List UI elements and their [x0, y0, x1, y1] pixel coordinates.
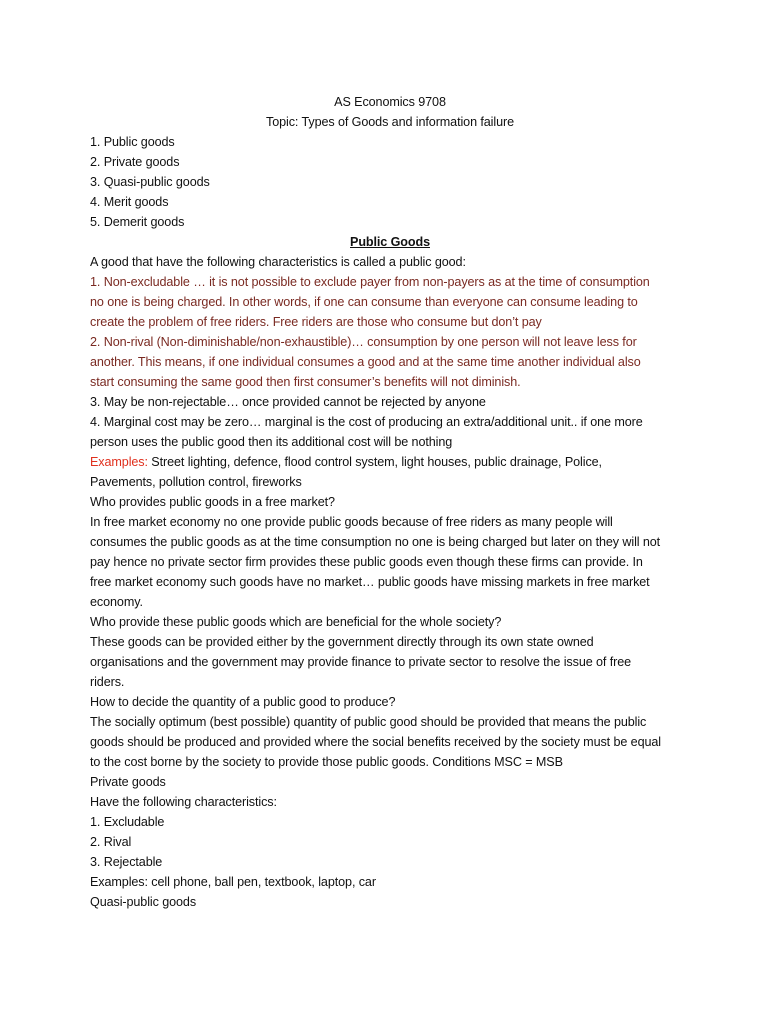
paragraph-line: In free market economy no one provide public goods because of free riders as many people will	[90, 515, 613, 529]
marginal-cost-point	[90, 412, 690, 452]
paragraph-line: Pavements, pollution control, fireworks	[90, 475, 302, 489]
contents-item: 1. Public goods	[90, 135, 175, 149]
paragraph-line: pay hence no private sector firm provides these public goods even though these firms can provide. In	[90, 555, 643, 569]
public-goods-examples	[90, 452, 690, 472]
paragraph-line: start consuming the same good then first consumer’s benefits will not diminish.	[90, 375, 521, 389]
answer-paragraph	[90, 632, 690, 692]
non-excludable-point	[90, 272, 690, 332]
paragraph-line: person uses the public good then its additional cost will be nothing	[90, 435, 453, 449]
paragraph-line: 2. Non-rival (Non-diminishable/non-exhaustible)… consumption by one person will not leave less for	[90, 335, 637, 349]
paragraph-line: The socially optimum (best possible) quantity of public good should be provided that means the public	[90, 715, 647, 729]
document-topic: Topic: Types of Goods and information failure	[266, 115, 514, 129]
paragraph-line: free market economy such goods have no market… public goods have missing markets in free market	[90, 575, 650, 589]
paragraph-line: These goods can be provided either by the government directly through its own state owned	[90, 635, 594, 649]
contents-list	[90, 132, 690, 232]
question-heading: Who provides public goods in a free market?	[90, 495, 335, 509]
public-goods-heading: Public Goods	[350, 235, 430, 249]
question-heading: How to decide the quantity of a public good to produce?	[90, 695, 396, 709]
contents-item: 5. Demerit goods	[90, 215, 185, 229]
contents-item: 3. Quasi-public goods	[90, 175, 210, 189]
list-item: 1. Excludable	[90, 815, 165, 829]
list-item: 3. Rejectable	[90, 855, 163, 869]
private-goods-heading: Private goods	[90, 775, 166, 789]
private-goods-list	[90, 812, 690, 872]
contents-item: 4. Merit goods	[90, 195, 169, 209]
public-goods-intro: A good that have the following characteristics is called a public good:	[90, 255, 466, 269]
paragraph-line: create the problem of free riders. Free riders are those who consume but don’t pay	[90, 315, 542, 329]
paragraph-line: consumes the public goods as at the time consumption no one is being charged but later on they will not	[90, 535, 661, 549]
examples-text: Street lighting, defence, flood control system, light houses, public drainage, Police,	[147, 455, 602, 469]
document-title: AS Economics 9708	[334, 95, 446, 109]
paragraph-line: 1. Non-excludable … it is not possible to exclude payer from non-payers as at the time of consumption	[90, 275, 650, 289]
contents-item: 2. Private goods	[90, 155, 180, 169]
paragraph-line: to the cost borne by the society to provide those public goods. Conditions MSC = MSB	[90, 755, 563, 769]
paragraph-line: organisations and the government may provide finance to private sector to resolve the issue of free	[90, 655, 632, 669]
non-rival-point	[90, 332, 690, 392]
answer-paragraph	[90, 712, 690, 772]
paragraph-line: no one is being charged. In other words, if one can consume than everyone can consume leading to	[90, 295, 638, 309]
answer-paragraph	[90, 512, 690, 612]
paragraph-line: economy.	[90, 595, 143, 609]
paragraph-line: riders.	[90, 675, 125, 689]
non-rejectable-point: 3. May be non-rejectable… once provided cannot be rejected by anyone	[90, 395, 486, 409]
quasi-public-goods-heading: Quasi-public goods	[90, 895, 197, 909]
examples-label: Examples:	[90, 455, 148, 469]
question-heading: Who provide these public goods which are beneficial for the whole society?	[90, 615, 502, 629]
document-body	[90, 92, 690, 912]
paragraph-line: goods should be produced and provided where the social benefits received by the society must be equal	[90, 735, 661, 749]
private-goods-examples: Examples: cell phone, ball pen, textbook, laptop, car	[90, 875, 376, 889]
paragraph-line: 4. Marginal cost may be zero… marginal is the cost of producing an extra/additional unit.. if one more	[90, 415, 643, 429]
paragraph-line: another. This means, if one individual consumes a good and at the same time another individual also	[90, 355, 641, 369]
list-item: 2. Rival	[90, 835, 132, 849]
private-goods-intro: Have the following characteristics:	[90, 795, 277, 809]
